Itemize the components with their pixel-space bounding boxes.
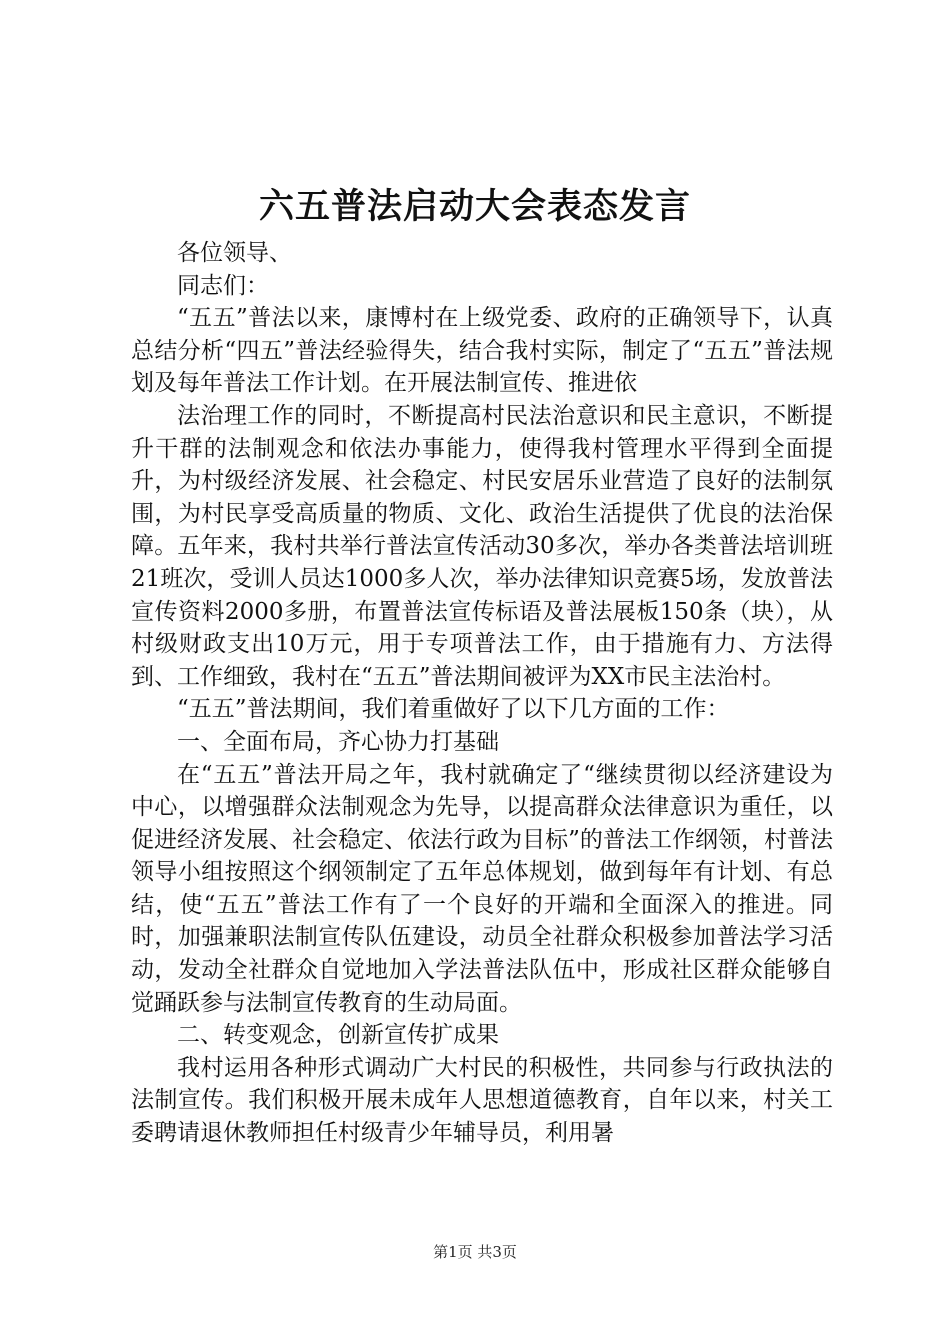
document-title: 六五普法启动大会表态发言	[258, 186, 691, 227]
section-heading-2: 二、转变观念，创新宣传扩成果	[177, 1022, 499, 1049]
paragraph-section-2: 我村运用各种形式调动广大村民的积极性，共同参与行政执法的法制宣传。我们积极开展未成年人思想道德教育，自年以来，村关工委聘请退休教师担任村级青少年辅导员，利用暑	[131, 1054, 833, 1147]
document-body	[131, 237, 833, 1150]
salutation-comrades: 同志们：	[177, 272, 269, 299]
paragraph-work-summary: “五五”普法期间，我们着重做好了以下几方面的工作：	[177, 696, 730, 723]
salutation-leaders: 各位领导、	[177, 240, 292, 266]
page-footer: 第1页 共3页	[433, 1243, 517, 1261]
paragraph-intro: “五五”普法以来，康博村在上级党委、政府的正确领导下，认真总结分析“四五”普法经验得失，结合我村实际，制定了“五五”普法规划及每年普法工作计划。在开展法制宣传、推进依	[131, 305, 833, 397]
section-heading-1: 一、全面布局，齐心协力打基础	[177, 728, 499, 755]
paragraph-section-1: 在“五五”普法开局之年，我村就确定了“继续贯彻以经济建设为中心，以增强群众法制观念为先导，以提高群众法律意识为重任，以促进经济发展、社会稳定、依法行政为目标”的普法工作纲领，村普法领导小组按照这个纲领制定了五年总体规划，做到每年有计划、有总结，使“五五”普法工作有了一个良好的开端和全面深入的推进。同时，加强兼职法制宣传队伍建设，动员全社群众积极参加普法学习活动，发动全社群众自觉地加入学法普法队伍中，形成社区群众能够自觉踊跃参与法制宣传教育的生动局面。	[131, 761, 833, 1016]
paragraph-achievements: 法治理工作的同时，不断提高村民法治意识和民主意识，不断提升干群的法制观念和依法办事能力，使得我村管理水平得到全面提升，为村级经济发展、社会稳定、村民安居乐业营造了良好的法制氛围，为村民享受高质量的物质、文化、政治生活提供了优良的法治保障。五年来，我村共举行普法宣传活动30多次，举办各类普法培训班21班次，受训人员达1000多人次，举办法律知识竞赛5场，发放普法宣传资料2000多册，布置普法宣传标语及普法展板150条（块），从村级财政支出10万元，用于专项普法工作，由于措施有力、方法得到、工作细致，我村在“五五”普法期间被评为XX市民主法治村。	[131, 402, 833, 690]
